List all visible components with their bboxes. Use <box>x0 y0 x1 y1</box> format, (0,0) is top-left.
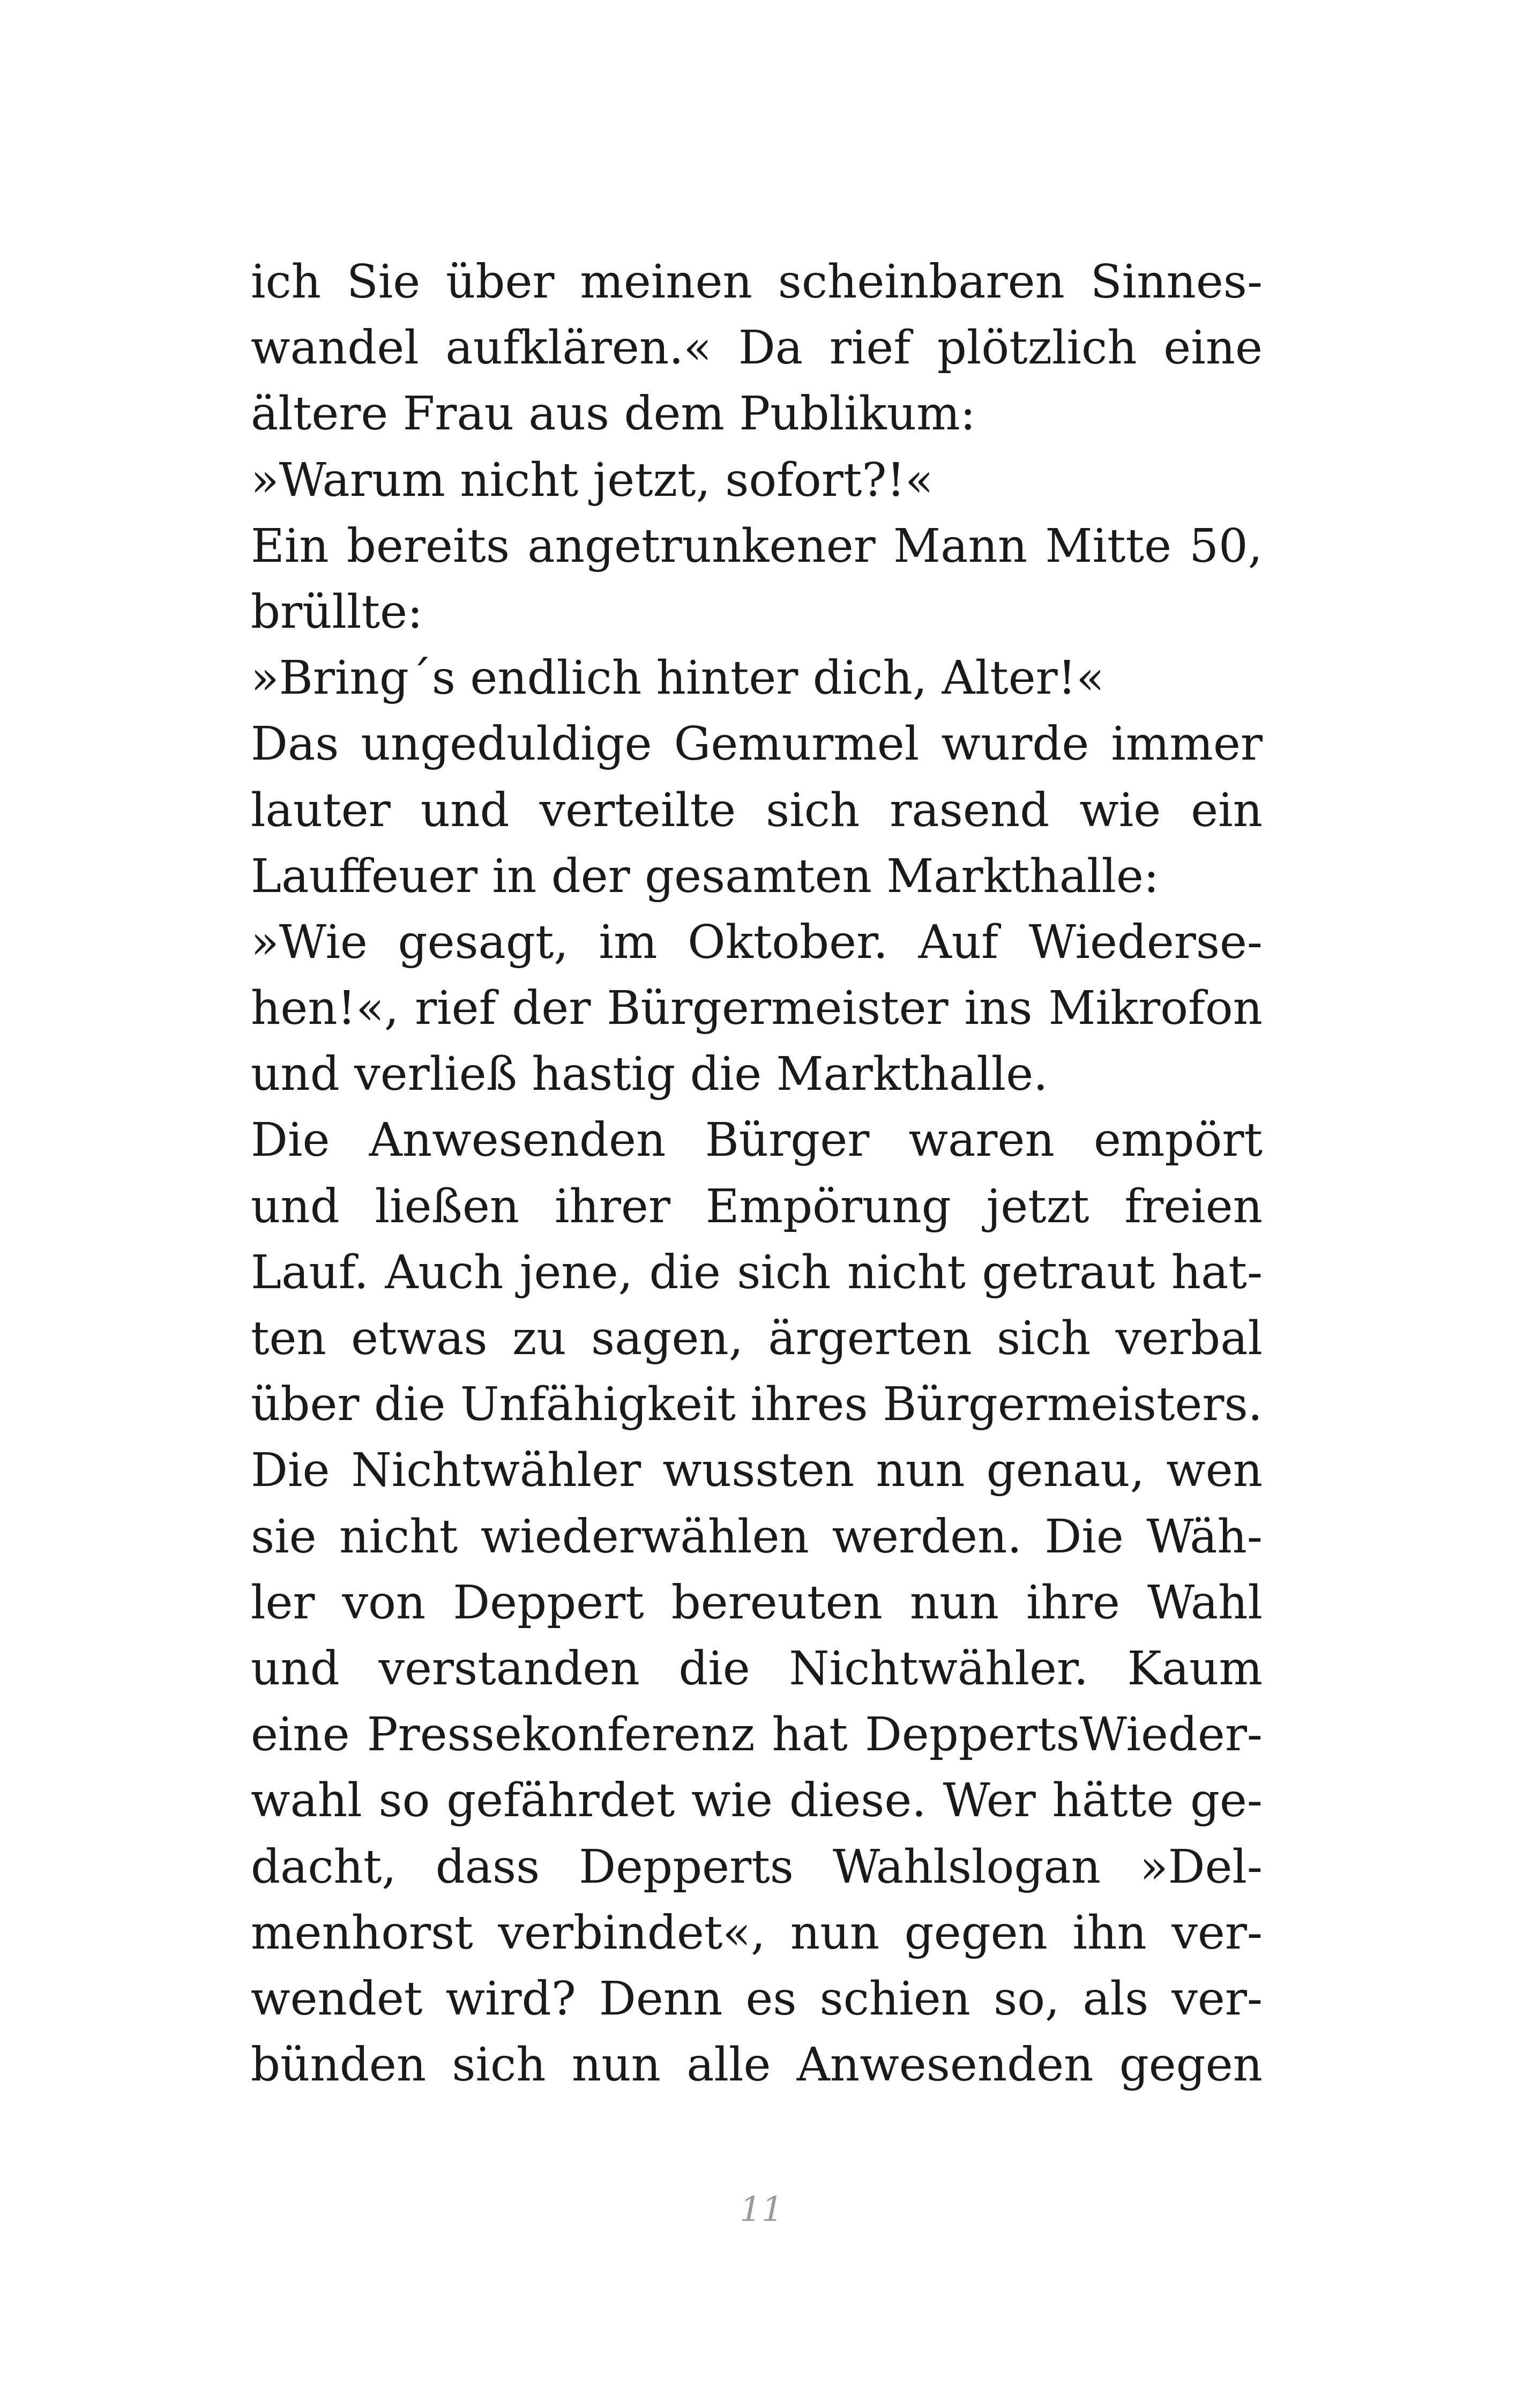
text-line: lauter und verteilte sich rasend wie ein <box>251 783 1263 837</box>
text-line: wendet wird? Denn es schien so, als ver- <box>251 1972 1263 2026</box>
text-line: sie nicht wiederwählen werden. Die Wäh- <box>251 1510 1263 1564</box>
text-line: und verstanden die Nichtwähler. Kaum <box>251 1641 1263 1696</box>
text-line: und verließ hastig die Markthalle. <box>251 1047 1048 1102</box>
text-line: wahl so gefährdet wie diese. Wer hätte ge- <box>251 1774 1263 1828</box>
text-line: ler von Deppert bereuten nun ihre Wahl <box>251 1575 1263 1630</box>
text-line: und ließen ihrer Empörung jetzt freien <box>251 1179 1263 1233</box>
text-line: menhorst verbindet«, nun gegen ihn ver- <box>251 1906 1263 1960</box>
text-line: eine Pressekonferenz hat DeppertsWieder- <box>251 1708 1263 1762</box>
text-line: »Bring´s endlich hinter dich, Alter!« <box>251 651 1104 705</box>
text-line: über die Unfähigkeit ihres Bürgermeisters. <box>251 1378 1263 1432</box>
text-line: ältere Frau aus dem Publikum: <box>251 387 976 441</box>
text-line: ich Sie über meinen scheinbaren Sinnes- <box>251 255 1263 309</box>
text-line: wandel aufklären.« Da rief plötzlich eine <box>251 321 1263 375</box>
text-line: brüllte: <box>251 585 423 639</box>
text-line: Das ungeduldige Gemurmel wurde immer <box>251 717 1263 771</box>
body-text <box>251 249 1263 2098</box>
text-line: Die Anwesenden Bürger waren empört <box>251 1113 1263 1168</box>
text-line: ten etwas zu sagen, ärgerten sich verbal <box>251 1312 1263 1365</box>
text-line: Die Nichtwähler wussten nun genau, wen <box>251 1444 1263 1498</box>
text-line: »Wie gesagt, im Oktober. Auf Wiederse- <box>251 915 1263 969</box>
text-line: Lauffeuer in der gesamten Markthalle: <box>251 849 1159 903</box>
text-line: »Warum nicht jetzt, sofort?!« <box>251 453 934 507</box>
text-line: Lauf. Auch jene, die sich nicht getraut hat- <box>251 1245 1263 1299</box>
text-line: hen!«, rief der Bürgermeister ins Mikrofon <box>251 982 1263 1036</box>
page-number: 11 <box>740 2190 783 2229</box>
text-line: dacht, dass Depperts Wahlslogan »Del- <box>251 1840 1263 1894</box>
text-line: bünden sich nun alle Anwesenden gegen <box>251 2038 1263 2092</box>
text-line: Ein bereits angetrunkener Mann Mitte 50, <box>251 519 1263 573</box>
